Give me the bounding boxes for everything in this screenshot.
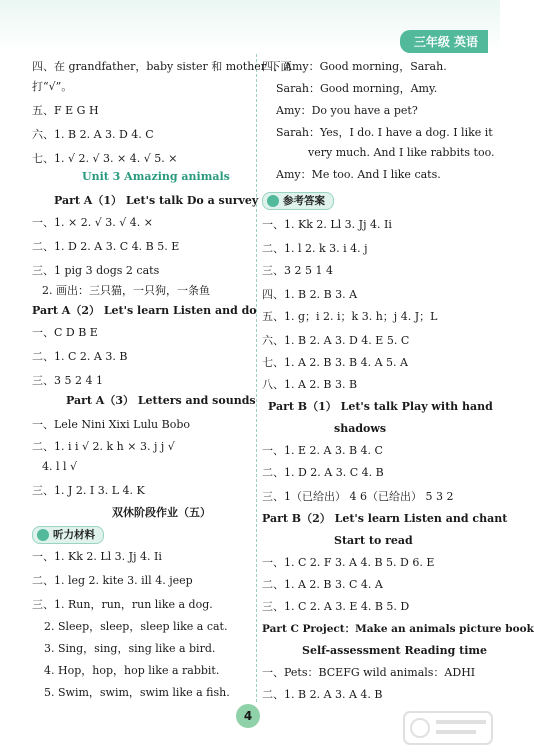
answer-line: 四、在 grandfather，baby sister 和 mother 下面 (32, 60, 292, 73)
answer-line: 一、C D B E (32, 326, 98, 339)
answer-line: 二、1. B 2. A 3. A 4. B (262, 688, 383, 701)
answer-line: Amy：Do you have a pet? (276, 104, 418, 117)
answer-line: 一、Pets：BCEFG wild animals：ADHI (262, 666, 476, 679)
answer-line: 三、1. Run，run，run like a dog. (32, 598, 213, 611)
section-heading: Part C Project：Make an animals picture book (262, 623, 534, 635)
answer-line: 四、Amy：Good morning，Sarah. (262, 60, 447, 73)
badge-label: 参考答案 (283, 195, 325, 207)
answer-line: 5. Swim，swim，swim like a fish. (44, 686, 230, 699)
answer-line: 八、1. A 2. B 3. B (262, 378, 358, 391)
watermark-logo-icon (402, 710, 494, 746)
answer-line: 二、1. D 2. A 3. C 4. B (262, 466, 384, 479)
answer-line: 五、F E G H (32, 104, 99, 117)
answer-line: 打“√”。 (32, 80, 73, 93)
answer-line: 2. Sleep，sleep，sleep like a cat. (44, 620, 228, 633)
answer-line: 3. Sing，sing，sing like a bird. (44, 642, 216, 655)
section-heading: 双休阶段作业（五） (112, 506, 211, 519)
column-divider (256, 54, 257, 702)
answer-line: 4. Hop，hop，hop like a rabbit. (44, 664, 220, 677)
answer-line: 三、3 2 5 1 4 (262, 264, 333, 277)
answer-line: 一、Lele Nini Xixi Lulu Bobo (32, 418, 191, 431)
answer-line: Sarah：Yes，I do. I have a dog. I like it (276, 126, 493, 139)
answer-line: Amy：Me too. And I like cats. (276, 168, 441, 181)
section-heading: Start to read (334, 534, 413, 547)
answer-line: 二、1. A 2. B 3. C 4. A (262, 578, 383, 591)
section-heading: Self-assessment Reading time (302, 644, 488, 657)
page-number: 4 (236, 704, 260, 728)
answer-line: 三、3 5 2 4 1 (32, 374, 103, 387)
answer-line: 二、1. leg 2. kite 3. ill 4. jeep (32, 574, 193, 587)
answer-line: 五、1. g；i 2. i；k 3. h；j 4. J；L (262, 310, 438, 323)
answer-line: 二、1. C 2. A 3. B (32, 350, 128, 363)
answer-line: 七、1. √ 2. √ 3. × 4. √ 5. × (32, 152, 178, 165)
answer-line: 四、1. B 2. B 3. A (262, 288, 358, 301)
answer-line: 六、1. B 2. A 3. D 4. C (32, 128, 154, 141)
answer-line: 一、1. Kk 2. Ll 3. Jj 4. Ii (262, 218, 392, 231)
badge-label: 听力材料 (53, 529, 95, 541)
answer-line: 一、1. E 2. A 3. B 4. C (262, 444, 383, 457)
section-heading: Part A（1） Let's talk Do a survey (54, 194, 259, 207)
section-heading: Part A（2） Let's learn Listen and do (32, 304, 257, 317)
reference-answer-badge (262, 192, 334, 210)
answer-line: 三、1 pig 3 dogs 2 cats (32, 264, 160, 277)
answer-line: 二、1. i i √ 2. k h × 3. j j √ (32, 440, 175, 453)
section-heading: shadows (334, 422, 387, 435)
section-heading: Part B（2） Let's learn Listen and chant (262, 512, 508, 525)
answer-line: 一、1. × 2. √ 3. √ 4. × (32, 216, 153, 229)
listening-material-badge (32, 526, 104, 544)
answer-line: 一、1. Kk 2. Ll 3. Jj 4. Ii (32, 550, 162, 563)
answer-line: 六、1. B 2. A 3. D 4. E 5. C (262, 334, 410, 347)
answer-line: 二、1. l 2. k 3. i 4. j (262, 242, 368, 255)
badge-dot-icon (37, 529, 49, 541)
answer-line: 三、1. C 2. A 3. E 4. B 5. D (262, 600, 410, 613)
answer-line: 三、1. J 2. I 3. L 4. K (32, 484, 145, 497)
section-heading: Part A（3） Letters and sounds (66, 394, 256, 407)
answer-line: 七、1. A 2. B 3. B 4. A 5. A (262, 356, 408, 369)
page-header-title: 三年级 英语 (400, 30, 488, 53)
answer-line: 4. l l √ (42, 460, 78, 473)
answer-line: 二、1. D 2. A 3. C 4. B 5. E (32, 240, 180, 253)
answer-line: 2. 画出：三只猫，一只狗，一条鱼 (42, 284, 210, 297)
answer-line: 一、1. C 2. F 3. A 4. B 5. D 6. E (262, 556, 435, 569)
badge-dot-icon (267, 195, 279, 207)
answer-line: Sarah：Good morning，Amy. (276, 82, 438, 95)
answer-line: very much. And I like rabbits too. (308, 146, 495, 159)
section-heading: Part B（1） Let's talk Play with hand (268, 400, 493, 413)
answer-line: 三、1（已给出） 4 6（已给出） 5 3 2 (262, 490, 454, 503)
unit-title: Unit 3 Amazing animals (82, 170, 230, 183)
